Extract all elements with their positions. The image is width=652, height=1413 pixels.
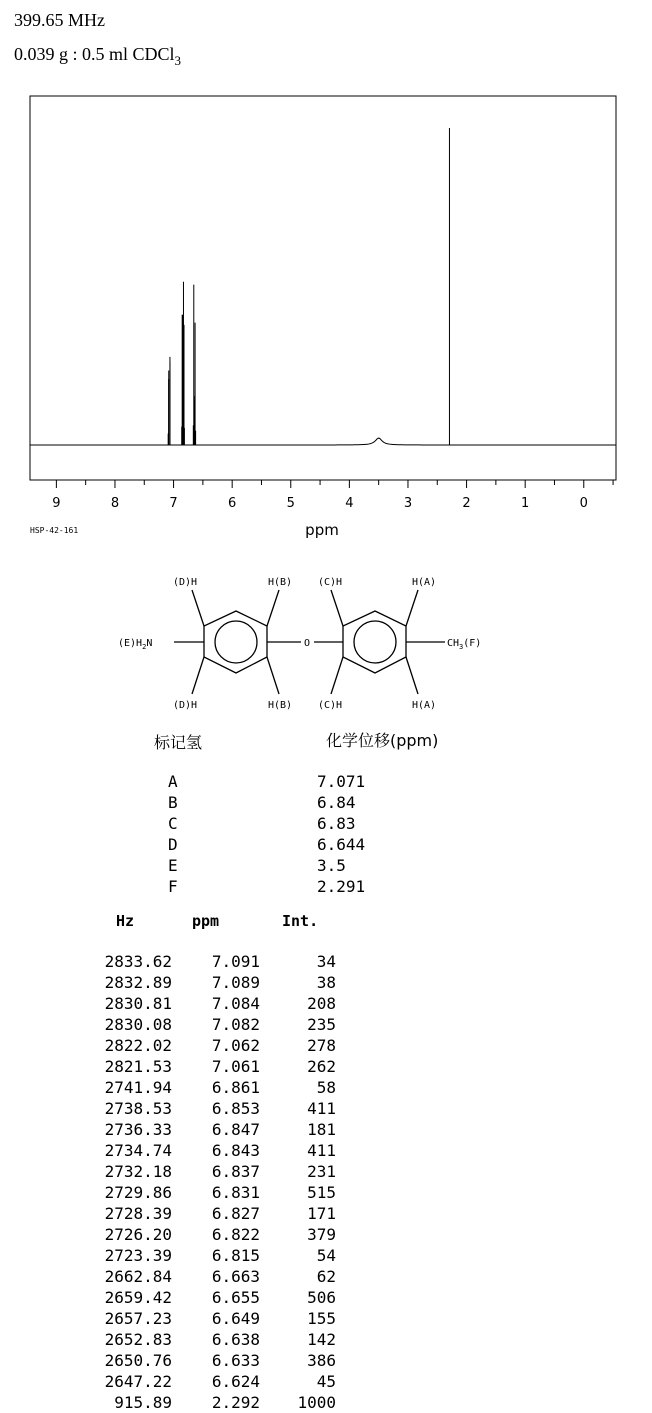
peak-ppm: 6.655	[211, 1288, 260, 1307]
label-c-bottom: (C)H	[318, 700, 343, 711]
peak-int: 411	[307, 1099, 336, 1118]
sample-main: 0.039 g : 0.5 ml CDCl	[14, 44, 175, 64]
header-int: Int.	[282, 912, 319, 930]
peak-row	[0, 1077, 400, 1098]
label-f-subscript: 3	[459, 643, 464, 651]
label-f-prefix: CH	[447, 638, 460, 649]
label-a-bottom: H(A)	[412, 700, 437, 711]
peak-row	[0, 1329, 400, 1350]
peak-hz: 2662.84	[104, 1267, 172, 1286]
peak-int: 386	[307, 1351, 336, 1370]
x-axis-label: ppm	[305, 521, 339, 539]
assignment-letter: A	[168, 772, 178, 791]
peak-int: 411	[307, 1141, 336, 1160]
x-tick-label: 5	[286, 496, 295, 511]
peak-hz: 2723.39	[104, 1246, 172, 1265]
peak-row	[0, 1161, 400, 1182]
peak-row	[0, 1308, 400, 1329]
label-b-top: H(B)	[268, 577, 293, 588]
peak-list-table	[0, 951, 400, 1413]
peak-row	[0, 1224, 400, 1245]
peak-hz: 2832.89	[104, 973, 172, 992]
peak-hz: 2650.76	[104, 1351, 172, 1370]
header-hz: Hz	[116, 912, 135, 930]
label-b-bottom: H(B)	[268, 700, 293, 711]
peak-hz: 915.89	[114, 1393, 172, 1412]
peak-int: 379	[307, 1225, 336, 1244]
x-tick-label: 4	[345, 496, 354, 511]
peak-row	[0, 1119, 400, 1140]
peak-ppm: 2.292	[211, 1393, 260, 1412]
peak-row	[0, 1035, 400, 1056]
peak-int: 171	[307, 1204, 336, 1223]
peak-int: 231	[307, 1162, 336, 1181]
peak-ppm: 6.638	[211, 1330, 260, 1349]
peak-hz: 2734.74	[104, 1141, 172, 1160]
peak-ppm: 7.084	[211, 994, 260, 1013]
assignment-letter: D	[168, 835, 178, 854]
peak-int: 1000	[297, 1393, 336, 1412]
sample-subscript: 3	[174, 53, 182, 68]
peak-int: 34	[316, 952, 336, 971]
peak-int: 45	[316, 1372, 336, 1391]
peak-ppm: 6.843	[211, 1141, 260, 1160]
label-a-top: H(A)	[412, 577, 437, 588]
peak-hz: 2833.62	[104, 952, 172, 971]
peak-ppm: 6.837	[211, 1162, 260, 1181]
peak-int: 515	[307, 1183, 336, 1202]
peak-int: 54	[316, 1246, 336, 1265]
peak-row	[0, 1287, 400, 1308]
assignment-shift: 6.644	[317, 835, 366, 854]
peak-row	[0, 1182, 400, 1203]
peak-hz: 2741.94	[104, 1078, 172, 1097]
header-ppm: ppm	[192, 912, 220, 930]
label-e-subscript: 2	[142, 643, 147, 651]
peak-int: 155	[307, 1309, 336, 1328]
peak-hz: 2830.81	[104, 994, 172, 1013]
peak-ppm: 6.624	[211, 1372, 260, 1391]
peak-int: 62	[316, 1267, 336, 1286]
peak-ppm: 6.815	[211, 1246, 260, 1265]
assignment-shift: 7.071	[317, 772, 366, 791]
peak-hz: 2647.22	[104, 1372, 172, 1391]
peak-hz: 2652.83	[104, 1330, 172, 1349]
peak-ppm: 7.062	[211, 1036, 260, 1055]
peak-hz: 2657.23	[104, 1309, 172, 1328]
peak-ppm: 6.822	[211, 1225, 260, 1244]
peak-hz: 2822.02	[104, 1036, 172, 1055]
peak-int: 506	[307, 1288, 336, 1307]
peak-int: 278	[307, 1036, 336, 1055]
peak-row	[0, 993, 400, 1014]
peak-row	[0, 1203, 400, 1224]
spectrometer-frequency: 399.65 MHz	[14, 10, 105, 30]
peak-hz: 2821.53	[104, 1057, 172, 1076]
peak-ppm: 6.827	[211, 1204, 260, 1223]
peak-int: 58	[316, 1078, 336, 1097]
peak-ppm: 6.831	[211, 1183, 260, 1202]
x-tick-label: 3	[403, 496, 413, 511]
assignment-letter: F	[168, 877, 178, 896]
peak-ppm: 6.853	[211, 1099, 260, 1118]
x-tick-label: 2	[462, 496, 471, 511]
peak-hz: 2728.39	[104, 1204, 172, 1223]
label-e-nitrogen: N	[146, 638, 153, 649]
label-e-amine	[118, 638, 152, 651]
x-tick-label: 0	[579, 496, 588, 511]
label-d-bottom: (D)H	[173, 700, 198, 711]
peak-hz: 2736.33	[104, 1120, 172, 1139]
peak-hz: 2729.86	[104, 1183, 172, 1202]
peak-row	[0, 1245, 400, 1266]
peak-row	[0, 1371, 400, 1392]
right-ring-aromatic-circle	[354, 621, 396, 663]
peak-row	[0, 972, 400, 993]
peak-ppm: 6.663	[211, 1267, 260, 1286]
peak-row	[0, 1056, 400, 1077]
left-ring-aromatic-circle	[215, 621, 257, 663]
assignment-shift: 3.5	[317, 856, 346, 875]
peak-ppm: 7.082	[211, 1015, 260, 1034]
assignment-label-header: 标记氢	[154, 733, 203, 752]
peak-row	[0, 1392, 400, 1413]
assignment-shift-header: 化学位移(ppm)	[326, 731, 439, 750]
peak-hz: 2659.42	[104, 1288, 172, 1307]
assignment-shift: 6.83	[317, 814, 356, 833]
peak-row	[0, 1140, 400, 1161]
peak-int: 38	[316, 973, 336, 992]
x-tick-label: 6	[228, 496, 237, 511]
assignment-letter: E	[168, 856, 178, 875]
peak-row	[0, 951, 400, 972]
peak-row	[0, 1014, 400, 1035]
peak-ppm: 6.847	[211, 1120, 260, 1139]
peak-int: 235	[307, 1015, 336, 1034]
peak-hz: 2738.53	[104, 1099, 172, 1118]
peak-int: 181	[307, 1120, 336, 1139]
peak-row	[0, 1350, 400, 1371]
label-f-methyl	[447, 638, 481, 651]
peak-int: 208	[307, 994, 336, 1013]
x-tick-label: 8	[110, 496, 120, 511]
assignment-letter: C	[168, 814, 178, 833]
peak-hz: 2830.08	[104, 1015, 172, 1034]
peak-row	[0, 1266, 400, 1287]
label-oxygen: O	[304, 638, 311, 649]
peak-int: 142	[307, 1330, 336, 1349]
assignment-shift: 6.84	[317, 793, 356, 812]
peak-ppm: 6.649	[211, 1309, 260, 1328]
peak-int: 262	[307, 1057, 336, 1076]
peak-ppm: 6.861	[211, 1078, 260, 1097]
peak-row	[0, 1098, 400, 1119]
x-tick-label: 9	[52, 496, 61, 511]
peak-ppm: 6.633	[211, 1351, 260, 1370]
x-tick-label: 1	[521, 496, 530, 511]
assignment-shift: 2.291	[317, 877, 366, 896]
peak-hz: 2732.18	[104, 1162, 172, 1181]
peak-hz: 2726.20	[104, 1225, 172, 1244]
peak-ppm: 7.061	[211, 1057, 260, 1076]
label-d-top: (D)H	[173, 577, 198, 588]
assignment-letter: B	[168, 793, 178, 812]
label-f-suffix: (F)	[463, 638, 482, 649]
label-c-top: (C)H	[318, 577, 343, 588]
spectrum-code: HSP-42-161	[30, 526, 79, 535]
peak-ppm: 7.091	[211, 952, 260, 971]
label-e-prefix: (E)H	[118, 638, 143, 649]
x-tick-label: 7	[169, 496, 178, 511]
peak-ppm: 7.089	[211, 973, 260, 992]
